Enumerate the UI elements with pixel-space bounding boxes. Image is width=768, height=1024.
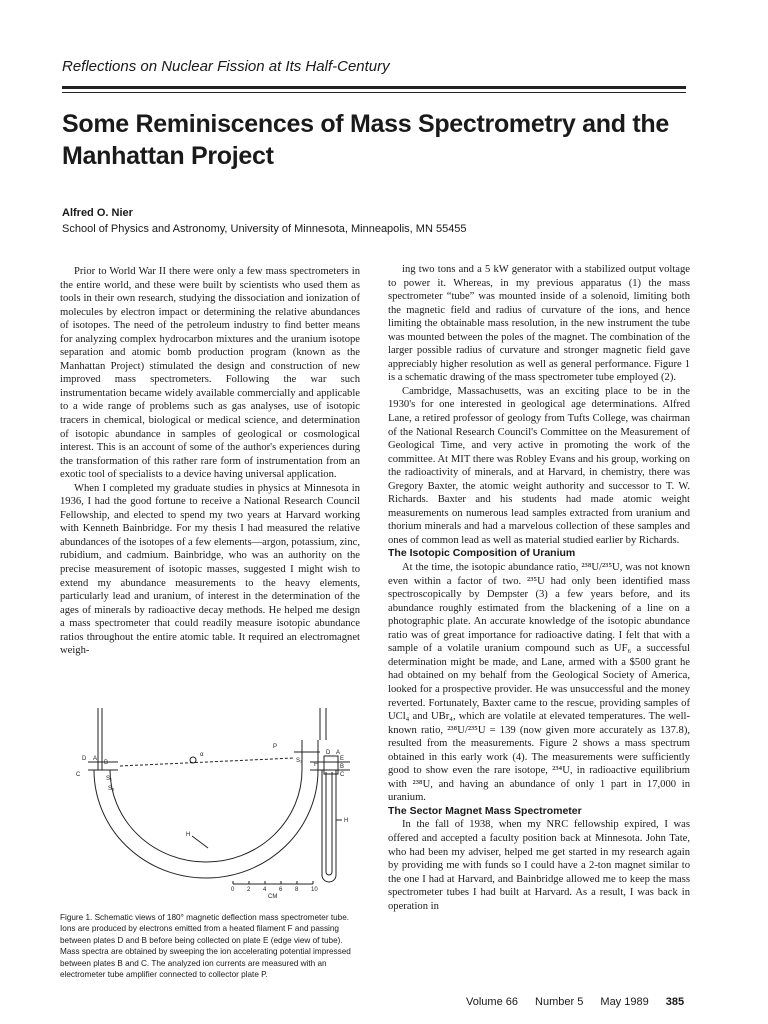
page-number: 385 [665,996,685,1008]
edge-tube-body [322,770,336,882]
scale-tick-label: 4 [263,887,267,893]
label-leader [192,836,208,848]
scale-ticks [231,881,318,893]
figure-1-schematic [58,700,358,905]
label-b: B [104,760,109,766]
paragraph: When I completed my graduate studies in physics at Minnesota in 1936, I had the good fortune to receive a National Research Council Fellowship, and elected to spend my two years at Harvard working with Kenneth Bainbridge. For my thesis I had measured the relative abundances of the isotopes of a few elements—argon, potassium, zinc, rubidium, and cadmium. Bainbridge, who was an authority on the precise measurement of isotopic masses, suggested I might wish to extend my abundance measurements to the heavy elements, particularly lead and uranium, of interest in the determination of the ages of minerals by radioactive decay methods. He helped me design a mass spectrometer that could readily measure isotopic abundance ratios throughout the entire atomic table. It required an electromagnet weigh- [60,482,360,657]
scale-tick-label: 10 [311,887,318,893]
label-e-edge: E [340,756,345,762]
article-title: Some Reminiscences of Mass Spectrometry and the Manhattan Project [62,110,669,170]
label-d-edge: D [326,750,331,756]
header-rule-thick [62,86,686,89]
author-name: Alfred O. Nier [62,207,133,219]
label-f: F [314,762,318,768]
author-affiliation: School of Physics and Astronomy, University of Minnesota, Minneapolis, MN 55455 [62,223,467,235]
label-c: C [76,772,81,778]
ion-beam [120,758,294,766]
paragraph: Cambridge, Massachusetts, was an exciting place to be in the 1930's for one interested in geological age determinations. Alfred Lane, a retired professor of geology from Tufts College, was chairman of the National Research Council's Committee on the Measurement of Geological Time, and very active in promoting the work of the committee. At MIT there was Robley Evans and his group, working on the radioactivity of minerals, and at Harvard, in chemistry, there was Gregory Baxter, the atomic weight authority and successor to T. W. Richards. Baxter and his students had made atomic weight measurements on numerous lead samples extracted from uranium and thorium minerals and had a marvelous collection of these samples and ones of common lead as well as material studied earlier by Richards. [388,385,690,546]
scale-tick-label: 8 [295,887,299,893]
label-s2: S₂ [296,758,303,764]
label-s3: S₃ [108,786,115,792]
label-d: D [82,756,87,762]
tube-inner-arc [110,770,302,862]
label-c-edge: C [340,772,345,778]
scale-tick-label: 2 [247,887,251,893]
section-heading: The Isotopic Composition of Uranium [388,547,576,560]
label-p: P [273,744,278,750]
footer-volume: Volume 66 [466,996,518,1008]
label-s1: S₁ [106,776,113,782]
label-a: A [93,756,98,762]
header-rule-thin [62,92,686,93]
label-alpha: α [200,752,204,758]
paragraph: ing two tons and a 5 kW generator with a stabilized output voltage to power it. Whereas, in my previous apparatus (1) the mass spectrometer “tube” was mounted inside of a solenoid, limiting both the magnetic field and radius of curvature of the ions, and hence limiting the obtainable mass resolution, in the new instrument the tube was mounted between the poles of the magnet. The combination of the larger possible radius of curvature and stronger magnetic field gave appreciably higher resolution as well as general performance. Figure 1 is a schematic drawing of the mass spectrometer tube employed (2). [388,264,690,384]
footer-date: May 1989 [600,996,649,1008]
footer-number: Number 5 [535,996,584,1008]
section-heading: The Sector Magnet Mass Spectrometer [388,804,582,817]
scale-tick-label: 0 [231,887,235,893]
page-footer [466,996,684,1008]
edge-tube-inner [326,772,332,875]
paragraph: Prior to World War II there were only a few mass spectrometers in the entire world, and these were built by scientists who used them as tools in their own research, studying the dissociation and ionization of molecules by electron impact or determining the relative abundances of isotopes. The need of the petroleum industry to find better means for analyzing complex hydrocarbon mixtures and the uranium isotope separation and atomic bomb production program (known as the Manhattan Project) stimulated the design and construction of new improved mass spectrometers. Following the war such instrumentation became widely available commercially and applicable to a wide range of problems such as gas analyses, use of isotopic tracers in chemical, biological or medical science, and determination of isotopic abundance in samples of geological or cosmological interest. This is an account of some of the author's experiences during the transformation of this rather rare form of instrumentation from an exotic tool of specialists to a device having universal application. [60,266,360,481]
label-h-edge: H [344,818,349,824]
label-a-edge: A [336,750,341,756]
paragraph: In the fall of 1938, when my NRC fellowship expired, I was offered and accepted a faculty position back at Minnesota. John Tate, who had been my adviser, helped me get started in my research again by providing me with funds so I could have a 2-ton magnet similar to the one I had at Harvard, and Bainbridge allowed me to keep the mass spectrometer tubes I had built at Harvard. As a result, I was back in operation in [388,819,690,912]
scale-unit: CM [268,894,278,900]
right-text-column [388,263,690,913]
figure-caption: Figure 1. Schematic views of 180° magnetic deflection mass spectrometer tube. Ions are produced by electrons emitted from a heated filament F and passing between plates D and B before being collected on plate E (edge view of tube). Mass spectra are obtained by sweeping the ion accelerating potential impressed between plates B and C. The analyzed ion currents are measured with an electrometer tube amplifier connected to collector plate P. [60,913,351,980]
left-text-column [60,265,360,658]
journal-series-header: Reflections on Nuclear Fission at Its Half-Century [62,58,390,75]
paragraph: At the time, the isotopic abundance ratio, ²³⁸U/²³⁵U, was not known even within a factor of two. ²³⁵U had only been identified mass spectroscopically by Dempster (3) a few years before, and its abundance roughly estimated from the blackening of a line on a photographic plate. An accurate knowledge of the isotopic abundance ratio was of great importance for radioactive dating. I felt that with a sample of a volatile uranium compound such as UF₆ a successful determination might be made, and Lane, armed with a $500 grant he had obtained on my behalf from the Geological Society of America, looked for a prospective provider. He was unsuccessful and the money reverted. Fortunately, Baxter came to the rescue, providing samples of UCl₄ and UBr₄, which are volatile at elevated temperatures. The well-known ratio, ²³⁸U/²³⁵U = 139 (now given more accurately as 137.8), resulted from the measurements. Figure 2 shows a mass spectrum obtained in this early work (4). The measurements were sufficiently good to show even the rare isotope, ²³⁴U, in radioactive equilibrium with ²³⁸U, and having an abundance of only 1 part in 17,000 in uranium. [388,562,690,804]
label-h: H [186,832,191,838]
scale-tick-label: 6 [279,887,283,893]
label-b-edge: B [340,764,345,770]
pivot-circle [190,757,196,763]
